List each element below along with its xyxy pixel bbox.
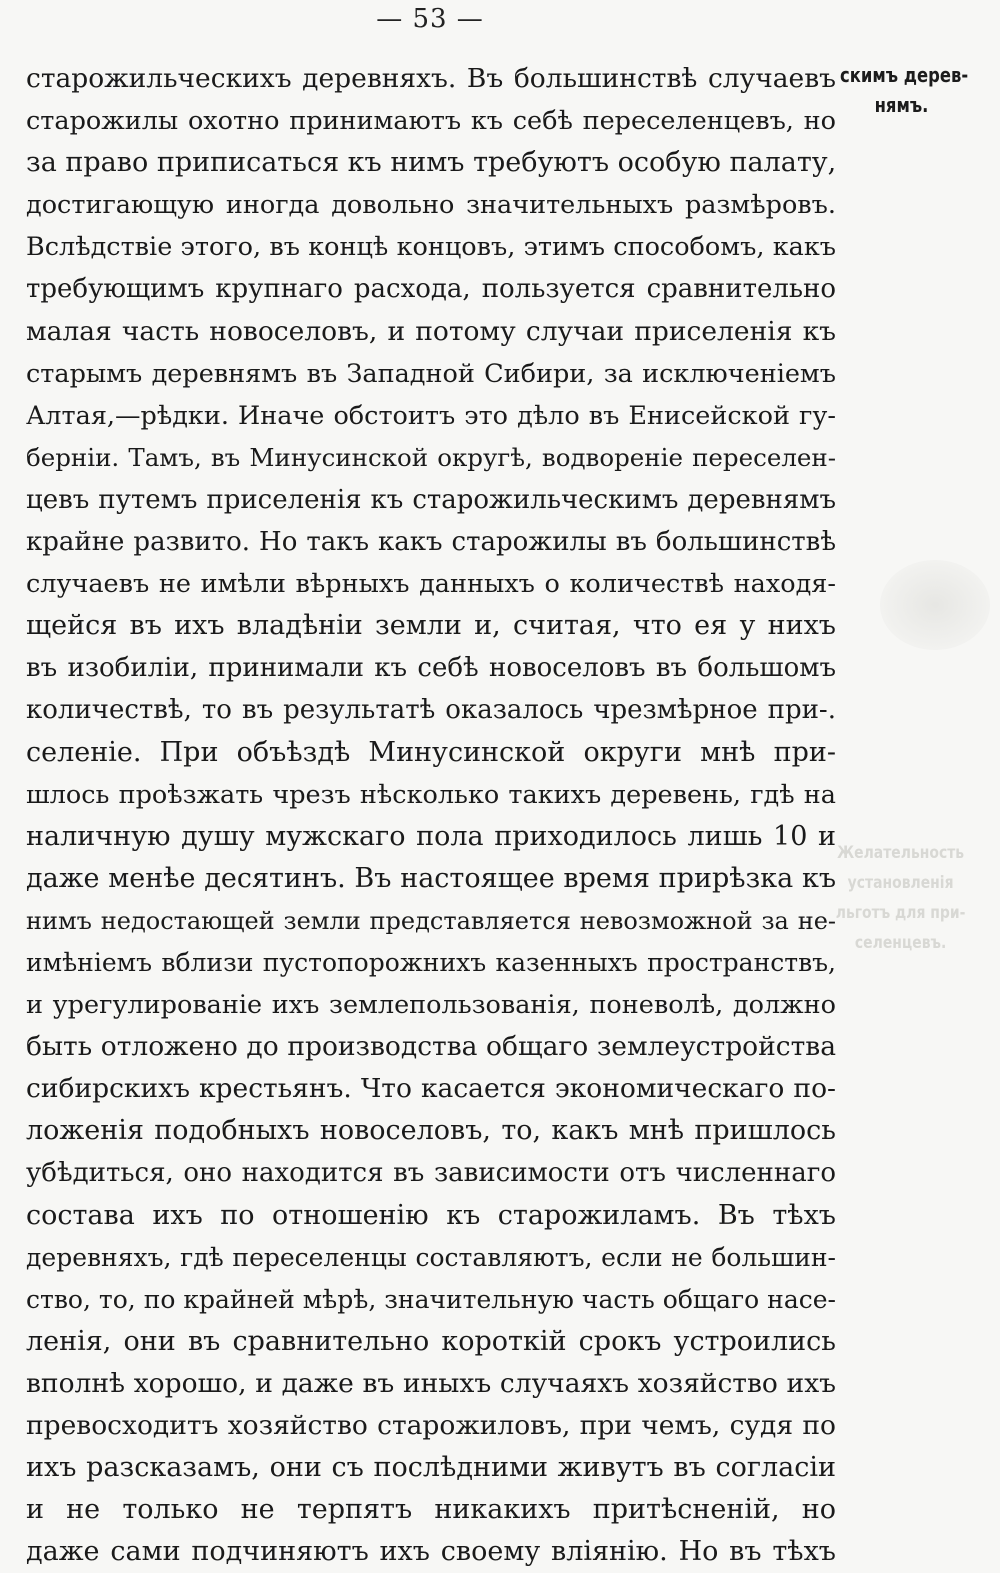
text-line: сибирскихъ крестьянъ. Что касается экономическаго по-: [26, 1073, 836, 1105]
bleed-through-line: льготъ для при-: [835, 903, 966, 923]
text-line: и не только не терпятъ никакихъ притѣсненій, но: [26, 1494, 836, 1526]
text-line: ложенія подобныхъ новоселовъ, то, какъ мнѣ пришлось: [26, 1115, 836, 1147]
text-line: ихъ разсказамъ, они съ послѣдними живутъ въ согласіи: [26, 1452, 836, 1484]
text-line: старожильческихъ деревняхъ. Въ большинствѣ случаевъ: [26, 63, 836, 94]
text-line: деревняхъ, гдѣ переселенцы составляютъ, если не большин-: [26, 1242, 836, 1272]
text-line: Алтая,—рѣдки. Иначе обстоитъ это дѣло въ Енисейской гу-: [26, 400, 836, 431]
text-line: достигающую иногда довольно значительныхъ размѣровъ.: [26, 190, 836, 221]
text-line: наличную душу мужскаго пола приходилось лишь 10 и: [26, 820, 836, 852]
text-line: убѣдиться, оно находится въ зависимости отъ численнаго: [26, 1158, 836, 1189]
text-line: цевъ путемъ приселенія къ старожильческимъ деревнямъ: [26, 484, 836, 515]
text-line: старожилы охотно принимаютъ къ себѣ переселенцевъ, но: [26, 106, 836, 137]
bleed-through-note: [835, 838, 966, 958]
text-line: нимъ недостающей земли представляется невозможной за не-: [26, 906, 836, 935]
bleed-through-line: установленія: [847, 873, 954, 893]
text-line: даже менѣе десятинъ. Въ настоящее время прирѣзка къ: [26, 862, 836, 894]
text-line: быть отложено до производства общаго землеустройства: [26, 1031, 836, 1063]
text-line: шлось проѣзжать чрезъ нѣсколько такихъ деревень, гдѣ на: [26, 779, 836, 810]
body-text: [26, 58, 836, 1573]
margin-note-line: скимъ дерев-: [840, 63, 969, 87]
page-stain: [880, 560, 990, 650]
text-line: селеніе. При объѣздѣ Минусинской округи мнѣ при-: [26, 736, 836, 768]
text-line: малая часть новоселовъ, и потому случаи приселенія къ: [26, 315, 836, 347]
text-line: случаевъ не имѣли вѣрныхъ данныхъ о количествѣ находя-: [26, 569, 836, 600]
text-line: Вслѣдствіе этого, въ концѣ концовъ, этимъ способомъ, какъ: [26, 232, 836, 263]
text-line: превосходитъ хозяйство старожиловъ, при чемъ, судя по: [26, 1410, 836, 1441]
margin-note-line: нямъ.: [874, 93, 929, 117]
bleed-through-line: Желательность: [837, 843, 965, 863]
text-line: старымъ деревнямъ въ Западной Сибири, за исключеніемъ: [26, 358, 836, 389]
text-line: и урегулированіе ихъ землепользованія, поневолѣ, должно: [26, 990, 836, 1021]
page-number: — 53 —: [376, 4, 484, 34]
text-line: за право приписаться къ нимъ требуютъ особую палату,: [26, 147, 836, 179]
text-line: ство, то, по крайней мѣрѣ, значительную часть общаго насе-: [26, 1284, 836, 1314]
text-line: щейся въ ихъ владѣніи земли и, считая, что ея у нихъ: [26, 610, 836, 642]
text-line: въ изобиліи, принимали къ себѣ новоселовъ въ большомъ: [26, 653, 836, 684]
text-line: состава ихъ по отношенію къ старожиламъ. Въ тѣхъ: [26, 1199, 836, 1231]
text-line: ленія, они въ сравнительно короткій срокъ устроились: [26, 1325, 836, 1357]
bleed-through-line: селенцевъ.: [854, 933, 947, 953]
text-line: берніи. Тамъ, въ Минусинской округѣ, водвореніе переселен-: [26, 442, 836, 472]
text-line: количествѣ, то въ результатѣ оказалось чрезмѣрное при-.: [26, 695, 836, 726]
text-line: даже сами подчиняютъ ихъ своему вліянію. Но въ тѣхъ: [26, 1536, 836, 1568]
text-line: вполнѣ хорошо, и даже въ иныхъ случаяхъ хозяйство ихъ: [26, 1367, 836, 1399]
text-line: имѣніемъ вблизи пустопорожнихъ казенныхъ пространствъ,: [26, 947, 836, 977]
text-line: требующимъ крупнаго расхода, пользуется сравнительно: [26, 274, 836, 305]
margin-note: [840, 60, 969, 120]
text-line: крайне развито. Но такъ какъ старожилы въ большинствѣ: [26, 527, 836, 558]
